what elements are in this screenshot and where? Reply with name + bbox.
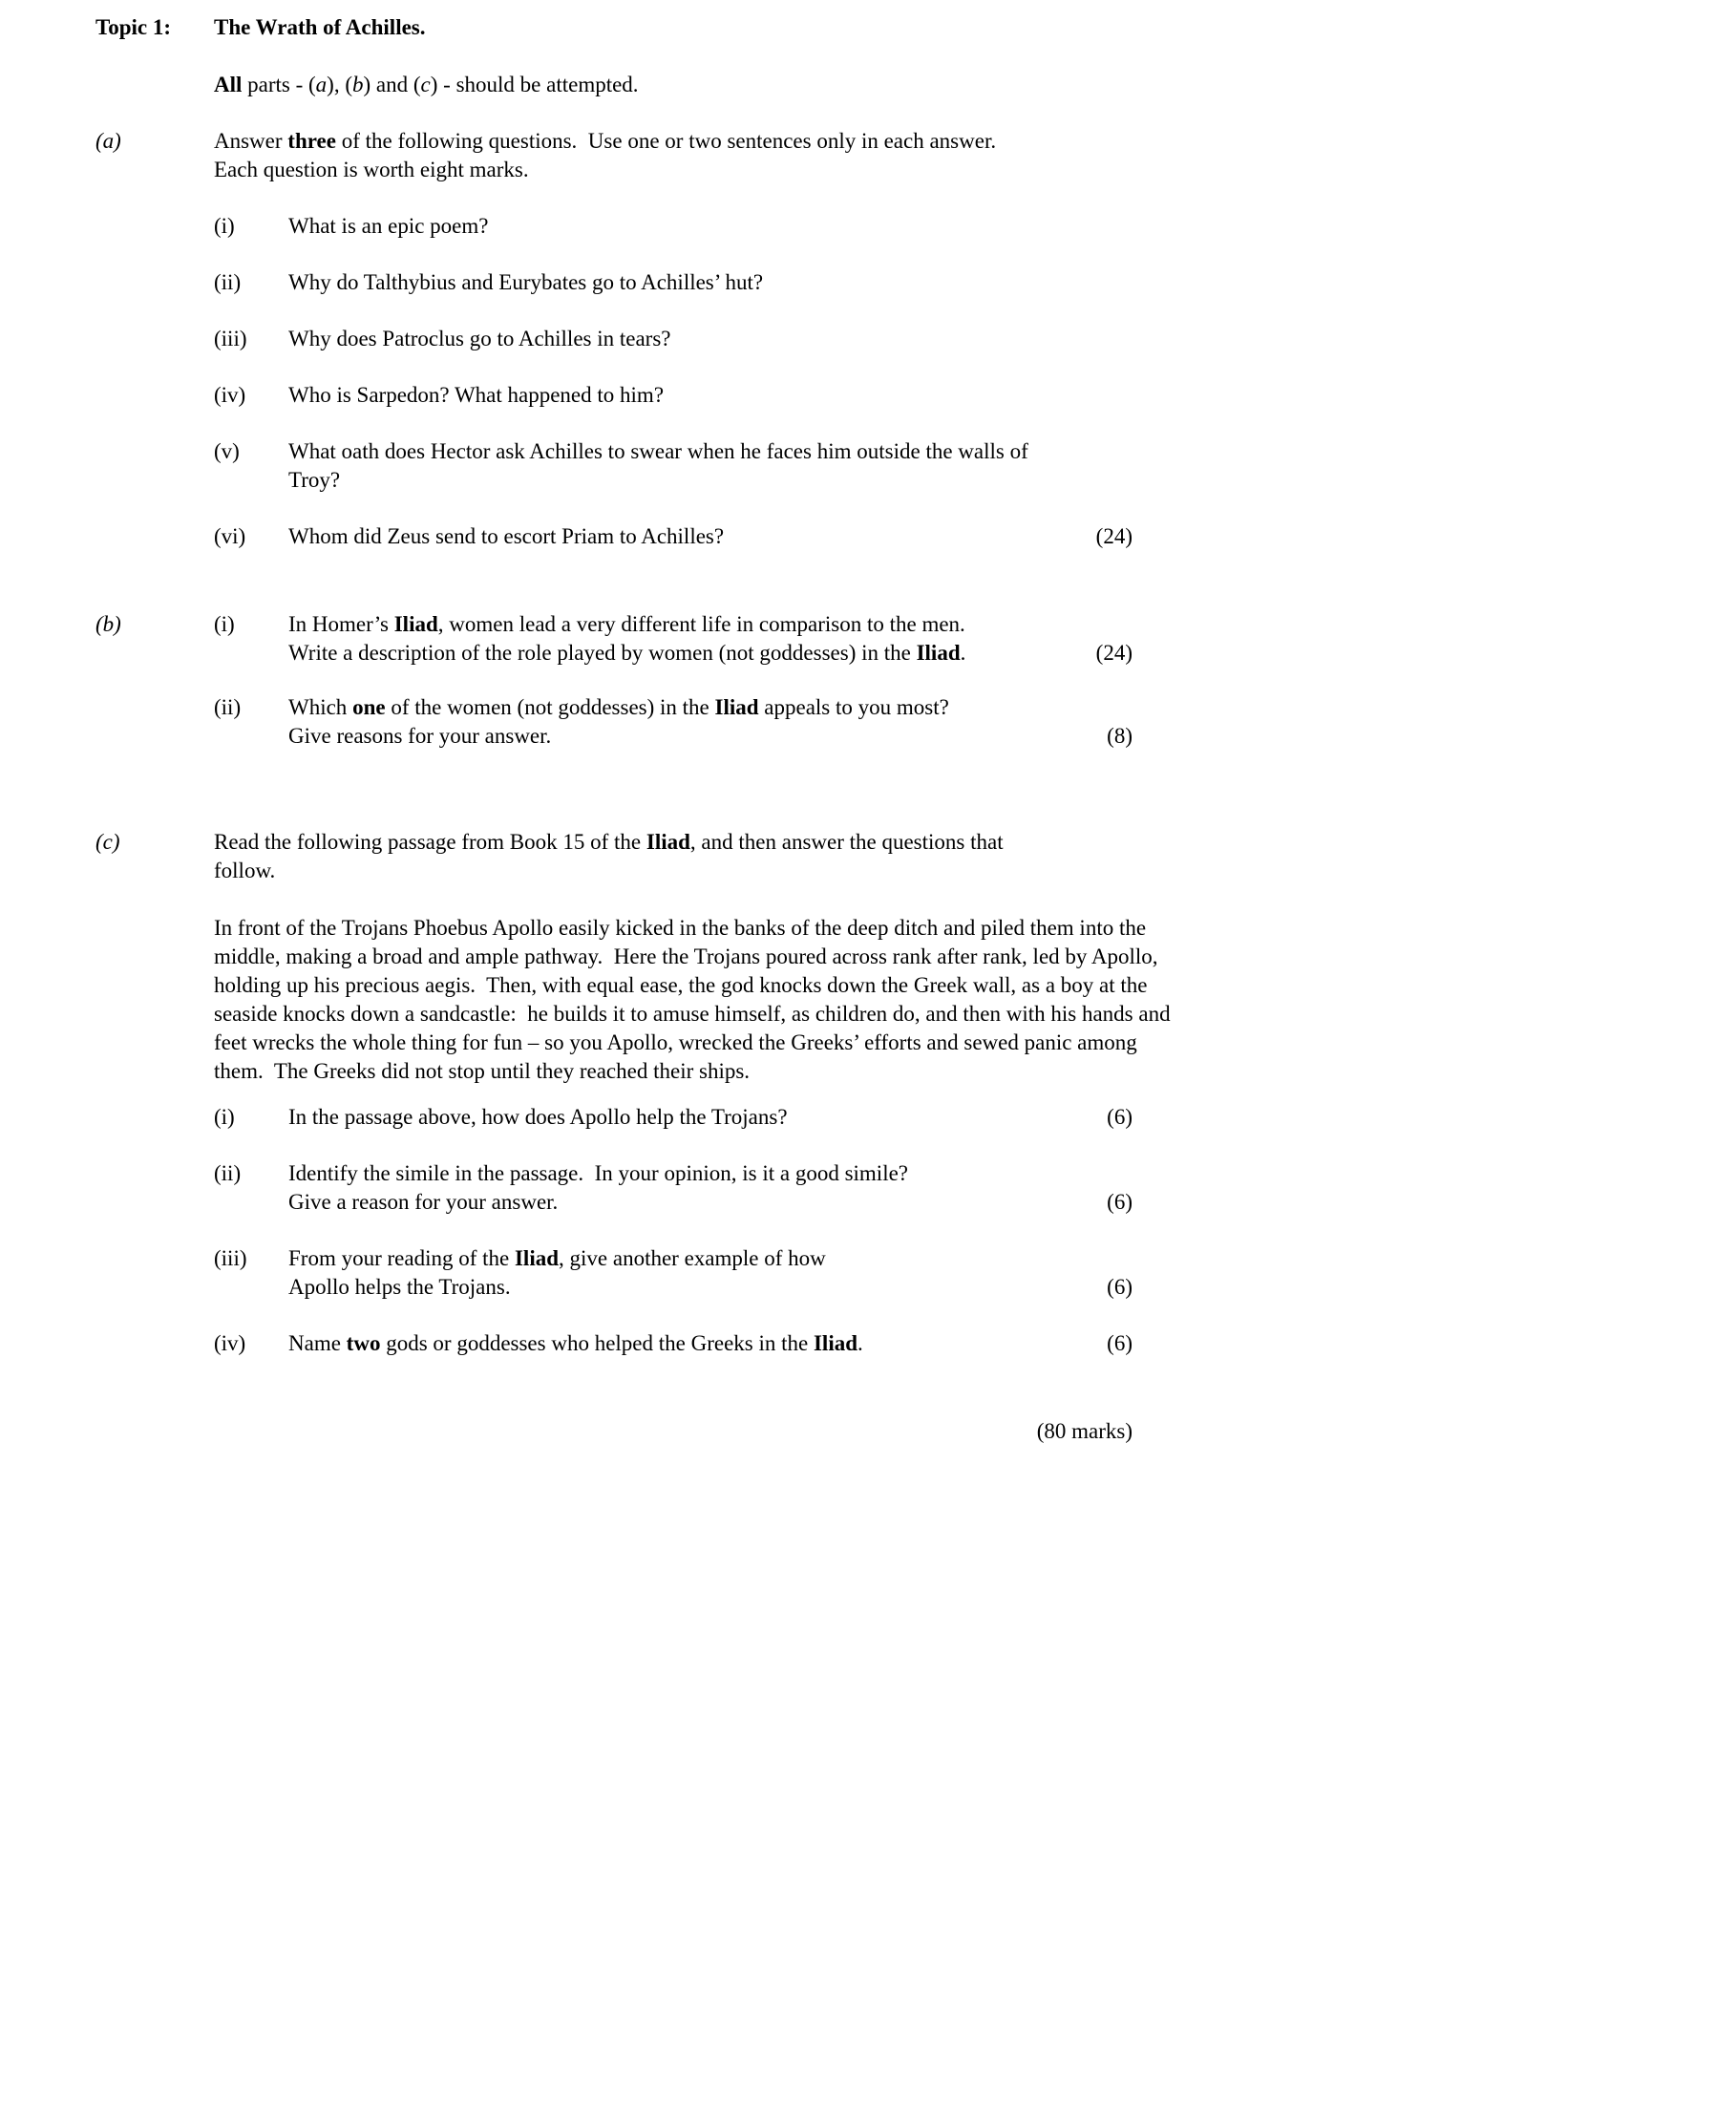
marks-value: (6) (1107, 1275, 1133, 1299)
question-text: Who is Sarpedon? What happened to him? (288, 383, 665, 407)
marks-value: (24) (1095, 524, 1133, 548)
question-body (288, 1244, 1133, 1302)
question-text: Whom did Zeus send to escort Priam to Achilles? (288, 524, 725, 548)
question-number: (iv) (214, 1331, 246, 1355)
question-line (288, 522, 1133, 551)
marks-value: (6) (1107, 1331, 1133, 1355)
question-line (288, 212, 1133, 241)
question-line (288, 1103, 1133, 1132)
topic-label: Topic 1: (95, 15, 172, 39)
question-number: (i) (214, 612, 235, 636)
question-c-ii (214, 1159, 1178, 1217)
section-a-content (214, 127, 1178, 551)
topic-header (95, 13, 1736, 42)
section-b-content (214, 610, 1178, 751)
question-line (288, 1329, 1133, 1358)
question-line (288, 325, 1133, 353)
question-body (288, 437, 1133, 495)
question-a-vi (214, 522, 1178, 551)
question-line (288, 610, 1133, 639)
footer-row (95, 1417, 1736, 1446)
question-body (288, 381, 1133, 410)
question-number: (vi) (214, 524, 246, 548)
footer-content (214, 1417, 1178, 1446)
question-text: What oath does Hector ask Achilles to swear when he faces him outside the walls of (288, 439, 1028, 463)
section-a-label: (a) (95, 129, 121, 153)
marks-value: (8) (1107, 724, 1133, 748)
section-a-intro-line-2: Each question is worth eight marks. (214, 158, 529, 181)
question-text: Write a description of the role played by women (not goddesses) in the Iliad. (288, 641, 966, 665)
marks-value: (6) (1107, 1105, 1133, 1129)
marks-value: (24) (1095, 641, 1133, 665)
total-marks: (80 marks) (1036, 1419, 1133, 1443)
question-line (288, 1188, 1133, 1217)
question-number: (iv) (214, 383, 246, 407)
question-line (288, 381, 1133, 410)
question-number: (iii) (214, 327, 247, 350)
section-b-label: (b) (95, 612, 121, 636)
question-line (288, 437, 1133, 466)
question-c-iii (214, 1244, 1178, 1302)
question-a-ii (214, 268, 1178, 297)
section-c-content (214, 828, 1178, 1358)
question-line (288, 1244, 1133, 1273)
question-b-ii (214, 693, 1178, 751)
question-text: Which one of the women (not goddesses) in the Iliad appeals to you most? (288, 695, 949, 719)
question-body (288, 1329, 1133, 1358)
question-text: In the passage above, how does Apollo help the Trojans? (288, 1105, 788, 1129)
section-c-intro-line-1: Read the following passage from Book 15 of the Iliad, and then answer the questions that (214, 830, 1004, 854)
question-c-iv (214, 1329, 1178, 1358)
question-b-i (214, 610, 1178, 668)
question-text: Apollo helps the Trojans. (288, 1275, 511, 1299)
attempt-instruction: All parts - (a), (b) and (c) - should be attempted. (214, 73, 639, 96)
question-text: Identify the simile in the passage. In your opinion, is it a good simile? (288, 1161, 908, 1185)
section-c (95, 828, 1736, 1358)
question-text: From your reading of the Iliad, give another example of how (288, 1246, 826, 1270)
question-text: Why do Talthybius and Eurybates go to Achilles’ hut? (288, 270, 764, 294)
question-line (288, 466, 1133, 495)
question-text: Troy? (288, 468, 341, 492)
section-a (95, 127, 1736, 551)
question-line (288, 1159, 1133, 1188)
question-a-v (214, 437, 1178, 495)
question-number: (ii) (214, 1161, 242, 1185)
question-body (288, 693, 1133, 751)
question-number: (v) (214, 439, 240, 463)
question-body (288, 1103, 1133, 1132)
question-line (288, 1273, 1133, 1302)
question-number: (i) (214, 214, 235, 238)
attempt-instruction-row (95, 71, 1736, 99)
section-a-intro-line-1: Answer three of the following questions. Use one or two sentences only in each answer. (214, 129, 997, 153)
question-text: Give a reason for your answer. (288, 1190, 559, 1214)
question-line (288, 722, 1133, 751)
question-text: Give reasons for your answer. (288, 724, 552, 748)
question-a-i (214, 212, 1178, 241)
marks-value: (6) (1107, 1190, 1133, 1214)
question-body (288, 522, 1133, 551)
passage-paragraph: In front of the Trojans Phoebus Apollo easily kicked in the banks of the deep ditch and piled them into the middle, making a broad and ample pathway. Here the Trojans poured across rank after rank, led by Apollo, holding up his precious aegis. Then, with equal ease, the god knocks down the Greek wall, as a boy at the seaside knocks down a sandcastle: he builds it to amuse himself, as children do, and then with his hands and feet wrecks the whole thing for fun – so you Apollo, wrecked the Greeks’ efforts and sewed panic among them. The Greeks did not stop until they reached their ships. (214, 916, 1176, 1083)
question-number: (ii) (214, 695, 242, 719)
topic-title: The Wrath of Achilles. (214, 15, 426, 39)
question-body (288, 212, 1133, 241)
section-b (95, 610, 1736, 751)
section-c-intro-line-2: follow. (214, 859, 276, 882)
question-text: Name two gods or goddesses who helped the Greeks in the Iliad. (288, 1331, 863, 1355)
question-text: In Homer’s Iliad, women lead a very different life in comparison to the men. (288, 612, 965, 636)
question-body (288, 268, 1133, 297)
question-text: Why does Patroclus go to Achilles in tears? (288, 327, 671, 350)
question-a-iv (214, 381, 1178, 410)
question-body (288, 325, 1133, 353)
question-text: What is an epic poem? (288, 214, 489, 238)
question-line (288, 639, 1133, 668)
question-a-iii (214, 325, 1178, 353)
section-c-label: (c) (95, 830, 120, 854)
question-body (288, 1159, 1133, 1217)
question-number: (i) (214, 1105, 235, 1129)
question-line (288, 693, 1133, 722)
question-line (288, 268, 1133, 297)
question-number: (iii) (214, 1246, 247, 1270)
question-c-i (214, 1103, 1178, 1132)
question-body (288, 610, 1133, 668)
question-number: (ii) (214, 270, 242, 294)
